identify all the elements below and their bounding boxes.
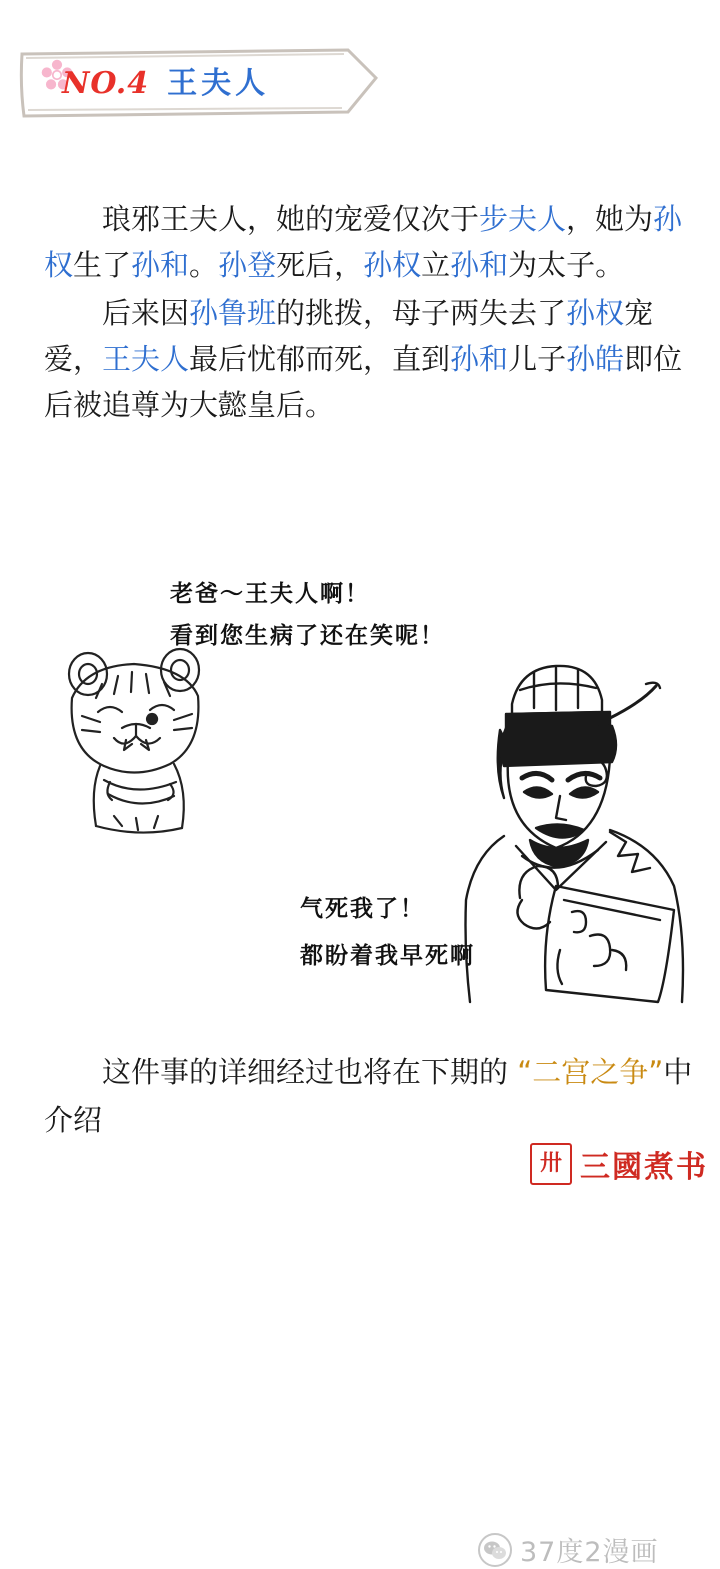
paragraph-2 — [44, 290, 684, 428]
chapter-number: NO.4 — [62, 66, 150, 101]
tiger-character — [52, 640, 242, 840]
highlighted-name: 孙权 — [44, 202, 683, 282]
chapter-title: 王夫人 — [167, 66, 270, 101]
emperor-speech-line-2: 都盼着我早死啊 — [300, 942, 475, 969]
text-run: 即位后被追尊为大懿皇后。 — [44, 342, 683, 422]
text-run: 后来因 — [102, 296, 190, 330]
text-run: 儿子 — [508, 342, 567, 376]
text-run: 这件事的详细经过也将在下期的 — [102, 1055, 518, 1089]
highlighted-name: “二宫之争” — [517, 1055, 664, 1089]
emperor-character — [460, 650, 710, 1010]
chapter-banner — [18, 42, 378, 120]
tiger-speech-line-2: 看到您生病了还在笑呢！ — [170, 622, 445, 649]
footer-note — [44, 1048, 704, 1144]
highlighted-name: 孙和 — [450, 342, 509, 376]
wechat-icon — [478, 1533, 512, 1567]
highlighted-name: 孙权 — [566, 296, 625, 330]
highlighted-name: 步夫人 — [479, 202, 567, 236]
brand-name: 三國煮书 — [580, 1150, 708, 1185]
text-run: 最后忧郁而死，直到 — [189, 342, 451, 376]
text-run: 。 — [189, 248, 219, 282]
text-run: 立 — [421, 248, 451, 282]
text-run: 宠爱， — [44, 296, 654, 376]
highlighted-name: 王夫人 — [102, 342, 190, 376]
emperor-speech-line-1: 气死我了！ — [300, 895, 425, 922]
highlighted-name: 孙鲁班 — [189, 296, 277, 330]
watermark-text: 37度2漫画 — [520, 1537, 659, 1568]
paragraph-1 — [44, 196, 684, 288]
text-run: ，她为 — [566, 202, 654, 236]
seal-icon: 卅 — [530, 1143, 572, 1185]
text-run: 中介绍 — [44, 1055, 693, 1137]
text-run: 生了 — [73, 248, 132, 282]
highlighted-name: 孙权 — [363, 248, 422, 282]
watermark — [478, 1530, 659, 1569]
text-run: 死后， — [276, 248, 364, 282]
highlighted-name: 孙和 — [450, 248, 509, 282]
highlighted-name: 孙登 — [218, 248, 277, 282]
brand-logo — [530, 1142, 708, 1186]
text-run: 的挑拨，母子两失去了 — [276, 296, 567, 330]
highlighted-name: 孙皓 — [566, 342, 625, 376]
text-run: 琅邪王夫人，她的宠爱仅次于 — [102, 202, 480, 236]
tiger-speech-line-1: 老爸～王夫人啊！ — [170, 580, 370, 607]
text-run: 为太子。 — [508, 248, 625, 282]
article-body — [44, 196, 684, 430]
highlighted-name: 孙和 — [131, 248, 190, 282]
